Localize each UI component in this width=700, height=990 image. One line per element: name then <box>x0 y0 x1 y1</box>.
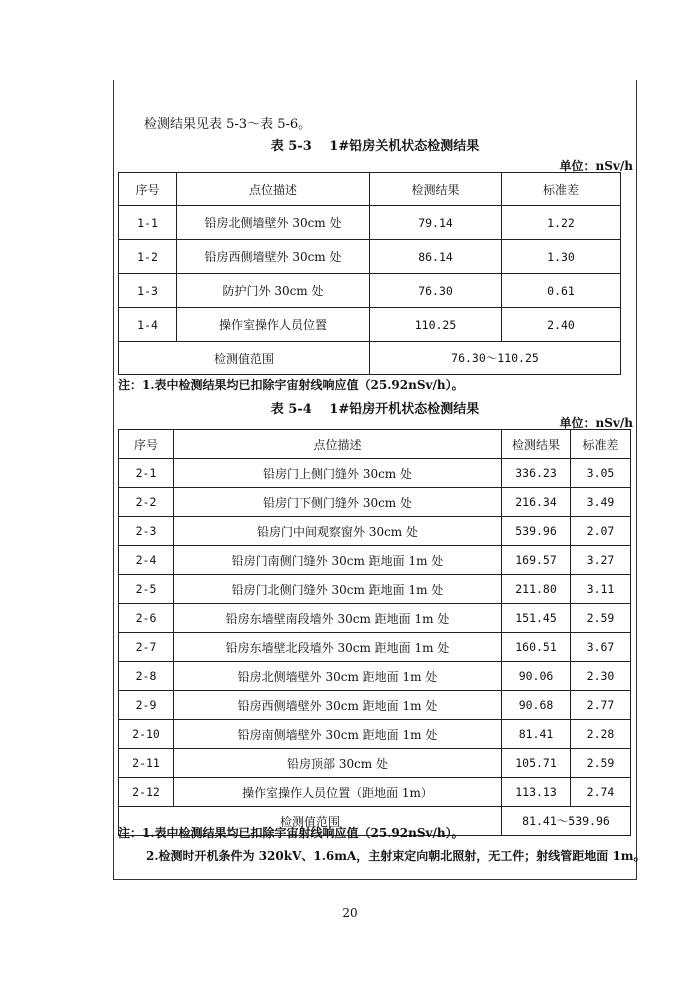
table-row <box>119 662 631 691</box>
row-no: 2-2 <box>119 488 174 517</box>
table2-unit: 单位：nSv/h <box>559 416 633 430</box>
row-desc: 铅房门北侧门缝外 30cm 距地面 1m 处 <box>174 575 502 604</box>
range-label: 检测值范围 <box>119 342 370 375</box>
table1-header-desc: 点位描述 <box>177 173 370 206</box>
row-desc: 铅房门下侧门缝外 30cm 处 <box>174 488 502 517</box>
table2 <box>118 429 631 836</box>
row-desc: 铅房西侧墙壁外 30cm 处 <box>177 240 370 274</box>
table1-header-no: 序号 <box>119 173 177 206</box>
table2-header-result: 检测结果 <box>502 430 571 459</box>
table-row <box>119 720 631 749</box>
row-sd: 2.77 <box>571 691 631 720</box>
row-result: 539.96 <box>502 517 571 546</box>
row-desc: 铅房东墙壁南段墙外 30cm 距地面 1m 处 <box>174 604 502 633</box>
table2-note-2: 2.检测时开机条件为 320kV、1.6mA，主射束定向朝北照射，无工件；射线管距地面 1m。 <box>146 849 646 863</box>
row-sd: 2.74 <box>571 778 631 807</box>
row-desc: 铅房南侧墙壁外 30cm 距地面 1m 处 <box>174 720 502 749</box>
row-result: 90.68 <box>502 691 571 720</box>
table1-note: 注：1.表中检测结果均已扣除宇宙射线响应值（25.92nSv/h）。 <box>118 378 464 392</box>
table-row <box>119 575 631 604</box>
row-desc: 操作室操作人员位置 <box>177 308 370 342</box>
row-result: 216.34 <box>502 488 571 517</box>
table2-header-sd: 标准差 <box>571 430 631 459</box>
range-value: 81.41～539.96 <box>502 807 631 836</box>
table-row <box>119 308 621 342</box>
row-sd: 2.40 <box>502 308 621 342</box>
table2-note-1: 注：1.表中检测结果均已扣除宇宙射线响应值（25.92nSv/h）。 <box>118 826 464 840</box>
row-sd: 3.11 <box>571 575 631 604</box>
table2-caption: 表 5-4 1#铅房开机状态检测结果 <box>270 402 480 417</box>
row-sd: 2.59 <box>571 604 631 633</box>
table2-header-row <box>119 430 631 459</box>
table1-header-row <box>119 173 621 206</box>
table-row <box>119 604 631 633</box>
row-desc: 防护门外 30cm 处 <box>177 274 370 308</box>
table-row <box>119 778 631 807</box>
row-no: 2-1 <box>119 459 174 488</box>
row-desc: 铅房门中间观察窗外 30cm 处 <box>174 517 502 546</box>
row-no: 2-7 <box>119 633 174 662</box>
table-row <box>119 517 631 546</box>
table1-range-row <box>119 342 621 375</box>
table-row <box>119 488 631 517</box>
row-result: 76.30 <box>370 274 502 308</box>
row-result: 151.45 <box>502 604 571 633</box>
table2-header-desc: 点位描述 <box>174 430 502 459</box>
row-sd: 2.28 <box>571 720 631 749</box>
row-result: 336.23 <box>502 459 571 488</box>
row-sd: 1.22 <box>502 206 621 240</box>
row-desc: 铅房顶部 30cm 处 <box>174 749 502 778</box>
table-row <box>119 633 631 662</box>
row-no: 1-4 <box>119 308 177 342</box>
range-value: 76.30～110.25 <box>370 342 621 375</box>
row-result: 211.80 <box>502 575 571 604</box>
range-label: 检测值范围 <box>119 807 502 836</box>
row-no: 2-12 <box>119 778 174 807</box>
table1 <box>118 172 621 375</box>
row-desc: 铅房东墙壁北段墙外 30cm 距地面 1m 处 <box>174 633 502 662</box>
row-sd: 3.05 <box>571 459 631 488</box>
row-no: 2-9 <box>119 691 174 720</box>
row-no: 1-3 <box>119 274 177 308</box>
row-result: 160.51 <box>502 633 571 662</box>
table-row <box>119 240 621 274</box>
row-no: 2-3 <box>119 517 174 546</box>
row-no: 2-10 <box>119 720 174 749</box>
row-result: 79.14 <box>370 206 502 240</box>
table1-header-result: 检测结果 <box>370 173 502 206</box>
row-no: 2-4 <box>119 546 174 575</box>
table-row <box>119 206 621 240</box>
row-sd: 2.07 <box>571 517 631 546</box>
row-desc: 铅房门南侧门缝外 30cm 距地面 1m 处 <box>174 546 502 575</box>
row-no: 2-11 <box>119 749 174 778</box>
row-result: 81.41 <box>502 720 571 749</box>
table-row <box>119 749 631 778</box>
row-result: 86.14 <box>370 240 502 274</box>
table1-caption: 表 5-3 1#铅房关机状态检测结果 <box>270 139 480 154</box>
row-sd: 0.61 <box>502 274 621 308</box>
row-desc: 铅房西侧墙壁外 30cm 距地面 1m 处 <box>174 691 502 720</box>
row-desc: 铅房门上侧门缝外 30cm 处 <box>174 459 502 488</box>
row-result: 169.57 <box>502 546 571 575</box>
table1-header-sd: 标准差 <box>502 173 621 206</box>
row-sd: 3.27 <box>571 546 631 575</box>
row-sd: 3.49 <box>571 488 631 517</box>
row-result: 90.06 <box>502 662 571 691</box>
page-number: 20 <box>342 906 358 920</box>
row-sd: 2.59 <box>571 749 631 778</box>
table2-header-no: 序号 <box>119 430 174 459</box>
intro-text: 检测结果见表 5-3～表 5-6。 <box>144 117 312 132</box>
table1-unit: 单位：nSv/h <box>559 159 633 173</box>
row-desc: 操作室操作人员位置（距地面 1m） <box>174 778 502 807</box>
table-row <box>119 546 631 575</box>
table-row <box>119 274 621 308</box>
row-sd: 2.30 <box>571 662 631 691</box>
row-result: 113.13 <box>502 778 571 807</box>
row-result: 110.25 <box>370 308 502 342</box>
row-sd: 1.30 <box>502 240 621 274</box>
table-row <box>119 459 631 488</box>
row-sd: 3.67 <box>571 633 631 662</box>
row-desc: 铅房北侧墙壁外 30cm 处 <box>177 206 370 240</box>
row-no: 2-6 <box>119 604 174 633</box>
row-result: 105.71 <box>502 749 571 778</box>
row-desc: 铅房北侧墙壁外 30cm 距地面 1m 处 <box>174 662 502 691</box>
row-no: 2-5 <box>119 575 174 604</box>
row-no: 2-8 <box>119 662 174 691</box>
table-row <box>119 691 631 720</box>
row-no: 1-2 <box>119 240 177 274</box>
row-no: 1-1 <box>119 206 177 240</box>
